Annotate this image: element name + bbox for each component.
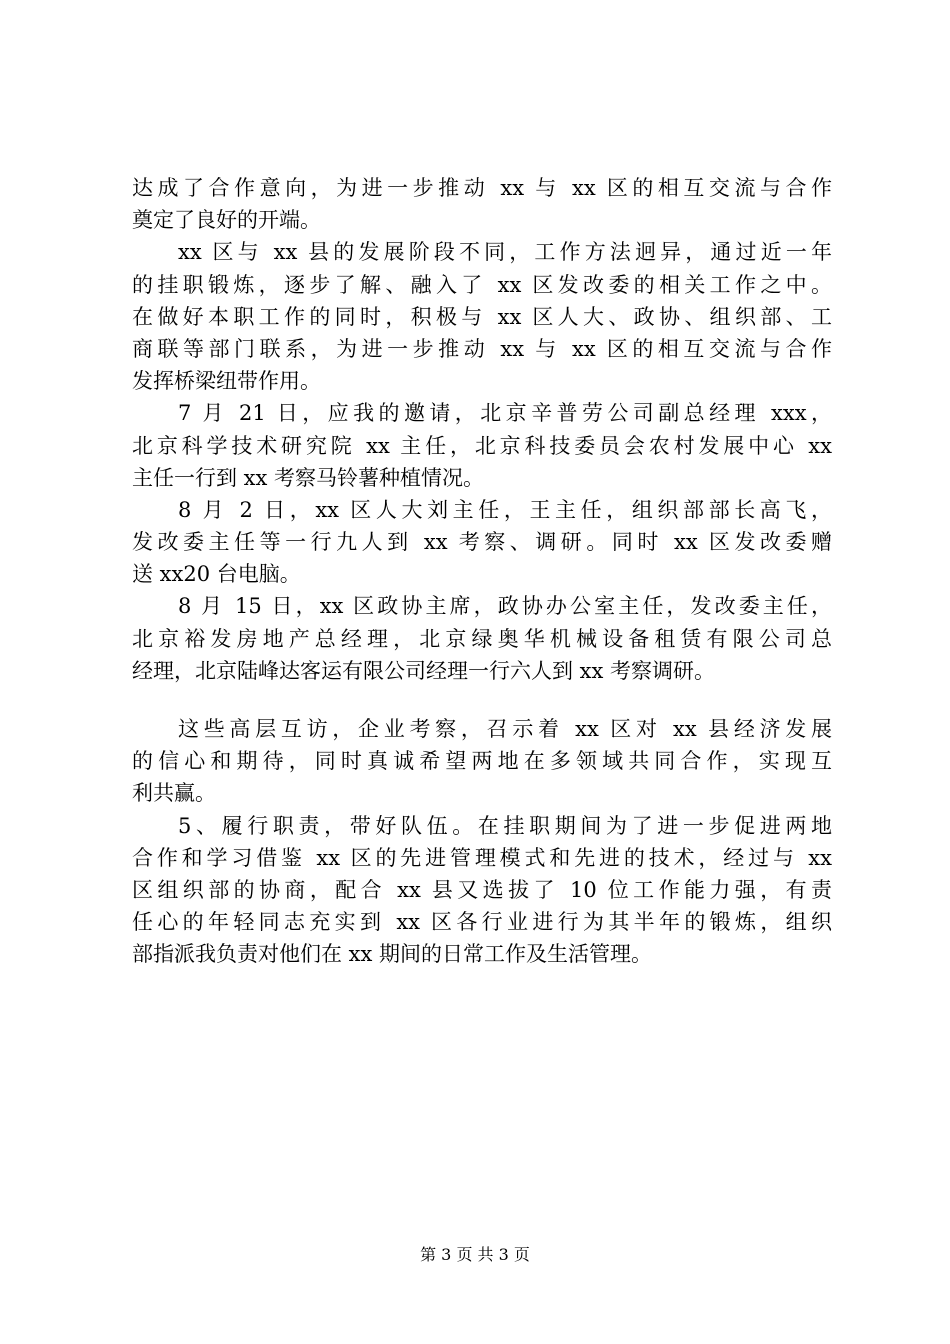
- text-line: 的信心和期待，同时真诚希望两地在多领域共同合作，实现互: [132, 749, 832, 774]
- text-line: 这些高层互访，企业考察，召示着 xx 区对 xx 县经济发展: [178, 717, 832, 741]
- text-line: xx 区与 xx 县的发展阶段不同，工作方法迥异，通过近一年: [178, 240, 832, 265]
- text-line: 5、履行职责，带好队伍。在挂职期间为了进一步促进两地: [178, 813, 832, 838]
- text-line: 区组织部的协商，配合 xx 县又选拔了 10 位工作能力强，有责: [132, 877, 832, 902]
- page-number: 第 3 页 共 3 页: [420, 1245, 530, 1264]
- text-line: 发挥桥梁纽带作用。: [132, 369, 321, 394]
- page-footer: [0, 1244, 950, 1266]
- text-line: 利共赢。: [132, 781, 216, 806]
- paragraph-6: [132, 713, 832, 810]
- text-line: 8 月 2 日，xx 区人大刘主任，王主任，组织部部长高飞，: [178, 497, 832, 522]
- text-line: 部指派我负责对他们在 xx 期间的日常工作及生活管理。: [132, 942, 653, 967]
- paragraph-1: [132, 172, 832, 236]
- text-line: 商联等部门联系，为进一步推动 xx 与 xx 区的相互交流与合作: [132, 336, 832, 361]
- text-line: 发改委主任等一行九人到 xx 考察、调研。同时 xx 区发改委赠: [132, 530, 832, 555]
- text-line: 合作和学习借鉴 xx 区的先进管理模式和先进的技术，经过与 xx: [132, 845, 832, 870]
- text-line: 北京裕发房地产总经理，北京绿奥华机械设备租赁有限公司总: [132, 626, 832, 651]
- paragraph-4: [132, 494, 832, 591]
- text-line: 送 xx20 台电脑。: [132, 562, 301, 587]
- paragraph-5: [132, 590, 832, 687]
- paragraph-gap: [132, 687, 832, 713]
- text-line: 北京科学技术研究院 xx 主任，北京科技委员会农村发展中心 xx: [132, 433, 832, 458]
- text-line: 奠定了良好的开端。: [132, 208, 321, 233]
- text-line: 主任一行到 xx 考察马铃薯种植情况。: [132, 465, 485, 490]
- text-line: 任心的年轻同志充实到 xx 区各行业进行为其半年的锻炼，组织: [132, 910, 832, 935]
- text-line: 在做好本职工作的同时，积极与 xx 区人大、政协、组织部、工: [132, 304, 832, 329]
- paragraph-2: [132, 236, 832, 397]
- document-body: [132, 172, 832, 971]
- text-line: 7 月 21 日，应我的邀请，北京辛普劳公司副总经理 xxx，: [178, 401, 832, 426]
- paragraph-3: [132, 397, 832, 494]
- text-line: 达成了合作意向，为进一步推动 xx 与 xx 区的相互交流与合作: [132, 176, 832, 200]
- paragraph-7: [132, 810, 832, 971]
- text-line: 经理，北京陆峰达客运有限公司经理一行六人到 xx 考察调研。: [132, 658, 716, 683]
- text-line: 8 月 15 日，xx 区政协主席，政协办公室主任，发改委主任，: [178, 594, 832, 619]
- text-line: 的挂职锻炼，逐步了解、融入了 xx 区发改委的相关工作之中。: [132, 272, 832, 297]
